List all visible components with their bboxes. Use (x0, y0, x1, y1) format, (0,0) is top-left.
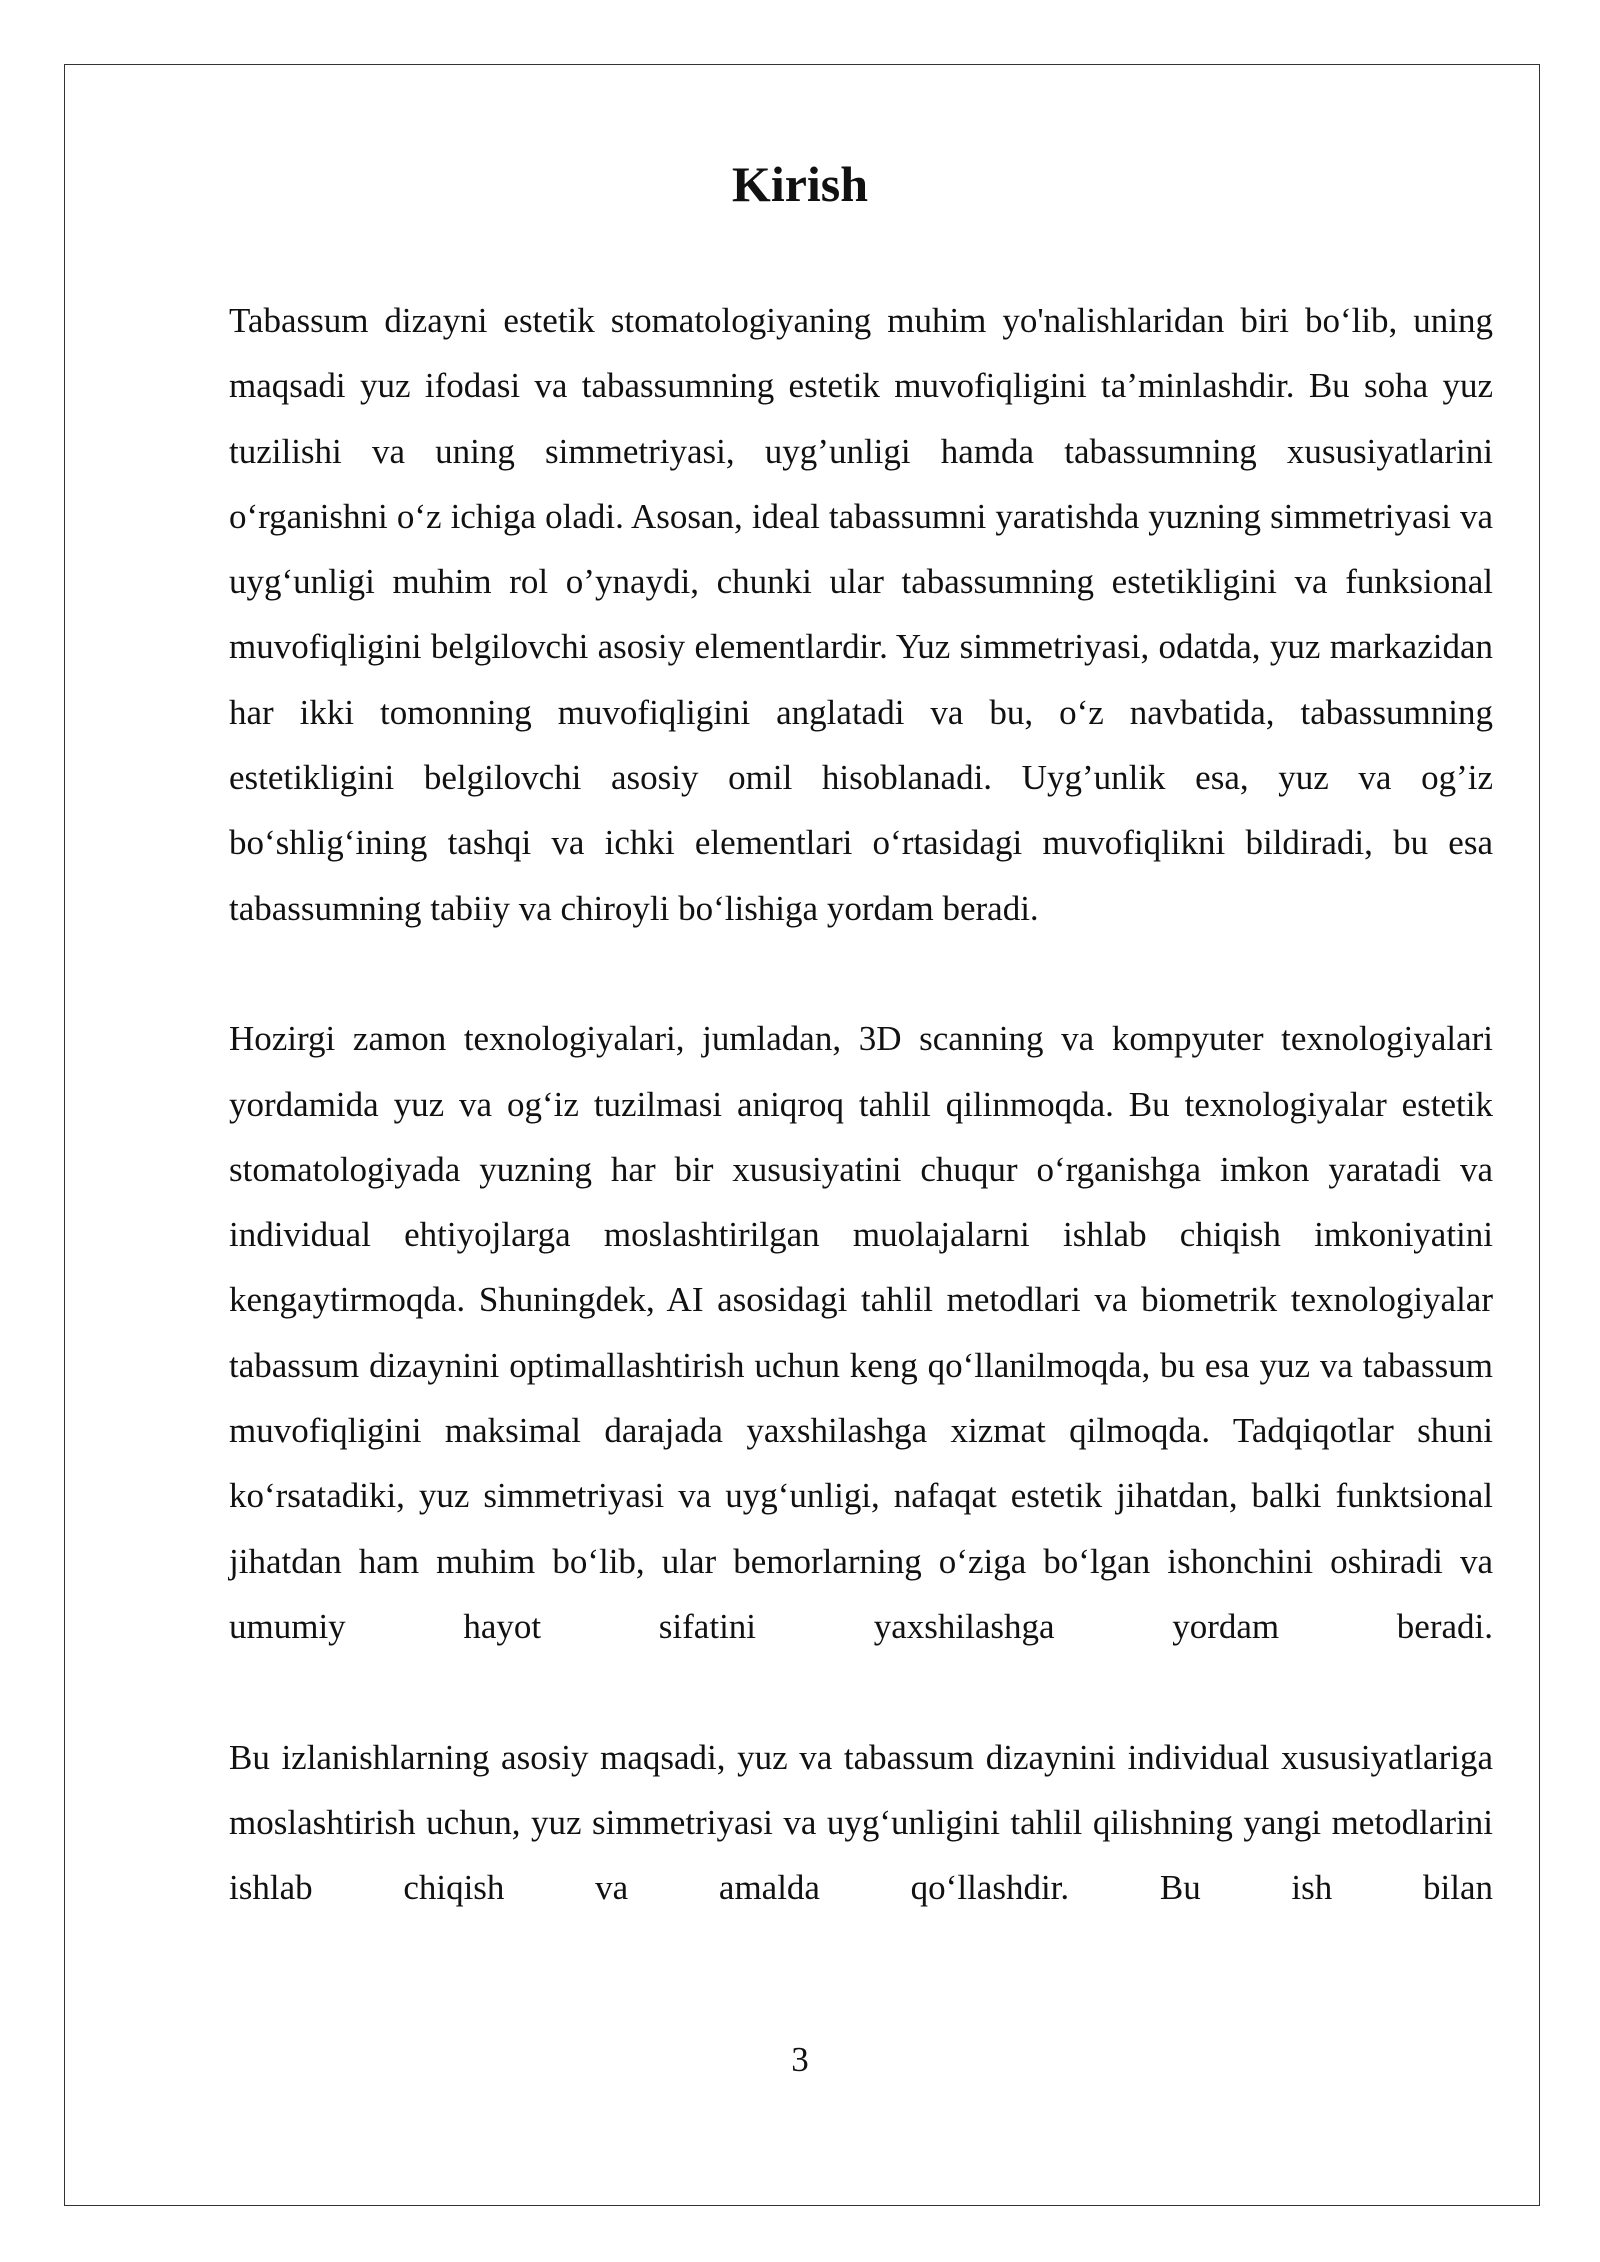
paragraph-2: Hozirgi zamon texnologiyalari, jumladan, 3D scanning va kompyuter texnologiyalari yordamida yuz va og‘iz tuzilmasi aniqroq tahlil qilinmoqda. Bu texnologiyalar estetik stomatologiyada yuzning har bir xususiyatini chuqur o‘rganishga imkon yaratadi va individual ehtiyojlarga moslashtirilgan muolajalarni ishlab chiqish imkoniyatini kengaytirmoqda. Shuningdek, AI asosidagi tahlil metodlari va biometrik texnologiyalar tabassum dizaynini optimallashtirish uchun keng qo‘llanilmoqda, bu esa yuz va tabassum muvofiqligini maksimal darajada yaxshilashga xizmat qilmoqda. Tadqiqotlar shuni ko‘rsatadiki, yuz simmetriyasi va uyg‘unligi, nafaqat estetik jihatdan, balki funktsional jihatdan ham muhim bo‘lib, ular bemorlarning o‘ziga bo‘lgan ishonchini oshiradi va umumiy hayot sifatini yaxshilashga yordam beradi. (229, 1019, 1493, 1646)
document-body (229, 288, 1493, 1986)
page-title: Kirish (731, 156, 869, 212)
page-number: 3 (791, 2040, 809, 2079)
paragraph-1: Tabassum dizayni estetik stomatologiyaning muhim yo'nalishlaridan biri bo‘lib, uning maqsadi yuz ifodasi va tabassumning estetik muvofiqligini ta’minlashdir. Bu soha yuz tuzilishi va uning simmetriyasi, uyg’unligi hamda tabassumning xususiyatlarini o‘rganishni o‘z ichiga oladi. Asosan, ideal tabassumni yaratishda yuzning simmetriyasi va uyg‘unligi muhim rol o’ynaydi, chunki ular tabassumning estetikligini va funksional muvofiqligini belgilovchi asosiy elementlardir. Yuz simmetriyasi, odatda, yuz markazidan har ikki tomonning muvofiqligini anglatadi va bu, o‘z navbatida, tabassumning estetikligini belgilovchi asosiy omil hisoblanadi. Uyg’unlik esa, yuz va og’iz bo‘shlig‘ining tashqi va ichki elementlari o‘rtasidagi muvofiqlikni bildiradi, bu esa tabassumning tabiiy va chiroyli bo‘lishiga yordam beradi. (229, 301, 1493, 928)
paragraph-3: Bu izlanishlarning asosiy maqsadi, yuz va tabassum dizaynini individual xususiyatlariga moslashtirish uchun, yuz simmetriyasi va uyg‘unligini tahlil qilishning yangi metodlarini ishlab chiqish va amalda qo‘llashdir. Bu ish bilan (229, 1737, 1493, 1908)
